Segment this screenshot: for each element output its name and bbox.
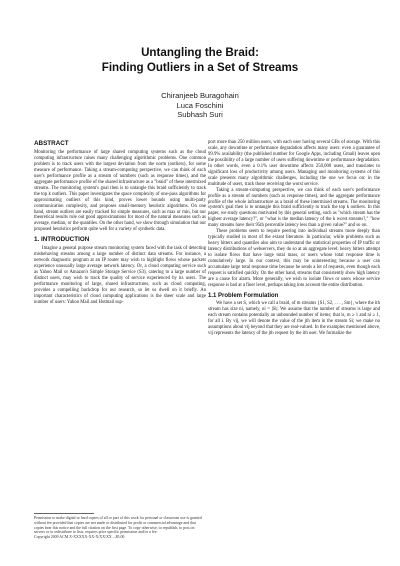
author-name: Subhash Suri (177, 110, 223, 119)
permission-footnote: Permission to make digital or hard copies of all or part of this work for personal or classroom use is granted without fee provided that copies are not made or distributed for profit or commercial advantage and that copies bear this notice and the full citation on the first page. To copy otherwise, to republish, to post on servers or to redistribute to lists, requires prior specific permission and/or a fee. Copyright 2009 ACM X-XXXXX-XX-X/XX/XX ...$5.00. (34, 516, 202, 540)
author-list (0, 91, 400, 120)
title-line-1: Untangling the Braid: (141, 46, 259, 59)
introduction-heading: 1. INTRODUCTION (34, 236, 90, 244)
body-paragraph: These problems seem to require peering into individual streams more deeply than typically studied in most of the extant literature. In particular, while problems such as heavy hitters and quantiles also aim to understand the statistical properties of IP traffic or latency distributions of webservers, they do so at an aggregate level: heavy hitters attempt to isolate flows that have large total mass, or users whose total response time is cumulatively large. In our context, this may be uninteresting because a user can accumulate large total response time because he sends a lot of requests, even though each request is satisfied quickly. On the other hand, streams that consistently show high latency are a cause for alarm. More generally, we wish to isolate flows or users whose service response is bad at a finer level, perhaps taking into account the entire distribution. (208, 229, 380, 288)
abstract-heading: ABSTRACT (34, 140, 69, 147)
paper-title (0, 45, 400, 75)
left-column (34, 140, 206, 306)
footnote-rule (34, 513, 94, 514)
body-paragraph: Taking a stream-computing perspective, we can think of each user's performance profile as a stream of numbers (such as response times), and the aggregate performance profile of the whole infrastructure as a braid of these intermixed streams. The monitoring system's goal then is to untangle this braid sufficiently to track the top k outliers. In this paper, we study questions motivated by this general setting, such as "which stream has the highest average latency?", or "what is the median latency of the k worst streams?," "how many streams have their 95th percentile latency less than a given value?" and so on. (208, 187, 380, 229)
introduction-paragraph: Imagine a general purpose stream monitoring system faced with the task of detecting misbehaving streams among a large number of distinct data streams. For instance, a network diagnostic program at an IP router may wish to highlight flows whose packets experience unusually large average network latency. Or, a cloud computing service such as Yahoo Mail or Amazon's Simple Storage Service (S3), catering to a large number of distinct users, may wish to track the quality of service experienced by its users. The performance monitoring of large, shared infrastructures, such as cloud computing, provides a compelling backdrop for our research, so let us dwell on it briefly. An important characteristics of cloud computing applications is the sheer scale and large number of users: Yahoo Mail and Hotmail sup- (34, 246, 206, 305)
author-name: Chiranjeeb Buragohain (161, 91, 239, 100)
body-paragraph: We have a set S, which we call a braid, of m streams {S1, S2, . . . , Sm}, where the ith stream has size ni, namely, ni = |Si|. We assume that the number of streams is large and each stream contains potentially an unbounded number of items; that is, m ≥ 1 and ni ≥ 1, for all i. By vij, we will denote the value of the jth item in the stream Si; we make no assumptions about vij beyond that they are real-valued. In the examples mentioned above, vij represents the latency of the jth request by the ith user. We formalize the (208, 300, 380, 336)
right-column (208, 140, 380, 337)
author-name: Luca Foschini (176, 100, 224, 110)
body-paragraph: port more than 250 million users, with each user having several GBs of storage. With this scale, any downtime or performance degradation affects many users: even a guarantee of 99.9% availability (the published number for Google Apps, including Gmail) leaves open the possibility of a large number of users suffering downtime or performance degradation. In other words, even a 0.1% user downtime affects 250,000 users, and translates to significant loss of productivity among users. Managing and monitoring systems of this scale presents many algorithmic challenges, including the one we focus on: in the multitude of users, track those receiving the worst service. (208, 140, 380, 187)
abstract-text: Monitoring the performance of large shared computing systems such as the cloud computing infrastructure raises many challenging algorithmic problems. One common problem is to track users with the largest deviation from the norm (outliers), for some measure of performance. Taking a stream-computing perspective, we can think of each user's performance profile as a stream of numbers (such as response times), and the aggregate performance profile of the shared infrastructure as a "braid" of these intermixed streams. The monitoring system's goal then is to untangle this braid sufficiently to track the top k outliers. This paper investigates the space complexity of one-pass algorithms for approximating outliers of this kind, proves lower bounds using multi-party communication complexity, and proposes small-memory heuristic algorithms. On one hand, stream outliers are easily tracked for simple measures, such as max or min, but our theoretical results rule out good approximations for most of the natural measures such as average, median, or the quantiles. On the other hand, we show through simulation that our proposed heuristics perform quite well for a variety of synthetic data. (34, 150, 206, 233)
title-line-2: Finding Outliers in a Set of Streams (101, 61, 299, 74)
problem-formulation-heading: 1.1 Problem Formulation (208, 292, 279, 299)
